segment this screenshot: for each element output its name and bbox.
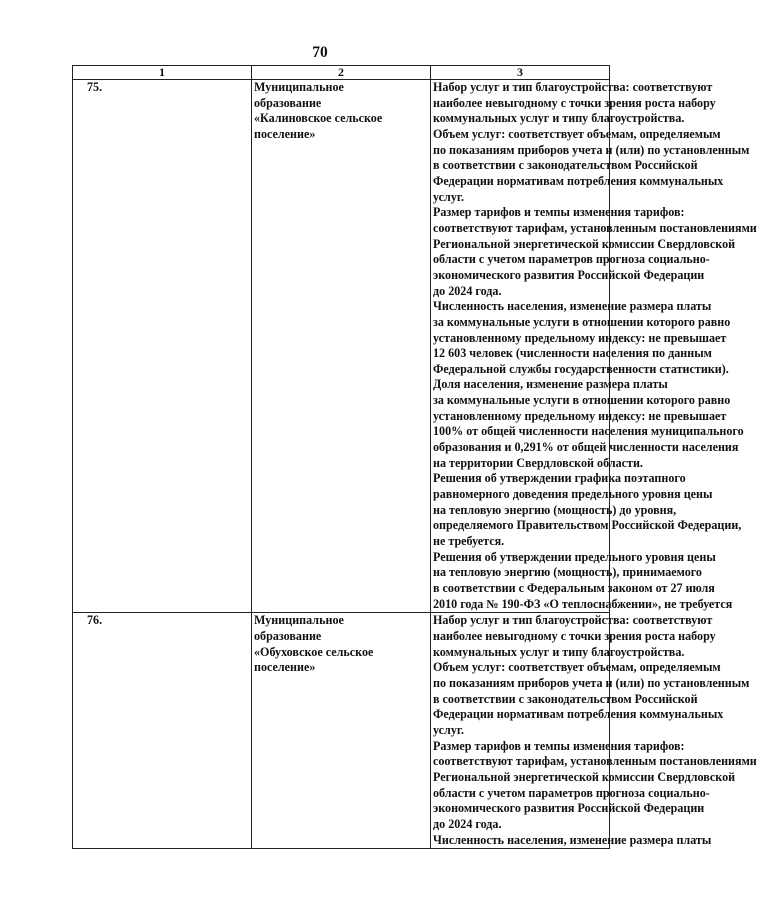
conditions-text-line: Региональной энергетической комиссии Свердловской xyxy=(433,769,736,784)
conditions-text-line: за коммунальные услуги в отношении которого равно xyxy=(433,393,731,408)
header-col-2: 2 xyxy=(252,66,431,80)
conditions-text-line: на территории Свердловской области. xyxy=(433,455,643,470)
municipality-name-line: поселение» xyxy=(254,660,316,675)
row-number: 76. xyxy=(87,613,103,628)
conditions-text-line: Решения об утверждении предельного уровня цены xyxy=(433,549,716,564)
conditions-text-line: за коммунальные услуги в отношении которого равно xyxy=(433,314,731,329)
municipality-name-line: образование xyxy=(254,628,322,643)
conditions-text-line: соответствуют тарифам, установленным постановлениями xyxy=(433,754,757,769)
conditions-text-line: наиболее невыгодному с точки зрения роста набору xyxy=(433,95,716,110)
conditions-text-line: области с учетом параметров прогноза социально- xyxy=(433,252,710,267)
conditions-text-line: коммунальных услуг и типу благоустройства. xyxy=(433,111,685,126)
conditions-text-line: Федерации нормативам потребления коммунальных xyxy=(433,707,724,722)
conditions-text-line: по показаниям приборов учета и (или) по установленным xyxy=(433,675,750,690)
municipality-name-line: поселение» xyxy=(254,126,316,141)
municipality-name-line: образование xyxy=(254,95,322,110)
row-number: 75. xyxy=(87,80,103,94)
header-col-1: 1 xyxy=(73,66,252,80)
conditions-text-line: в соответствии с законодательством Российской xyxy=(433,691,698,706)
conditions-text-line: экономического развития Российской Федерации xyxy=(433,801,705,816)
conditions-text-line: Федерации нормативам потребления коммунальных xyxy=(433,173,724,188)
conditions-text-line: услуг. xyxy=(433,722,465,737)
conditions-text-line: Численность населения, изменение размера платы xyxy=(433,299,712,314)
conditions-text-line: равномерного доведения предельного уровня цены xyxy=(433,487,713,502)
row-number-cell xyxy=(73,80,252,613)
conditions-text-line: Размер тарифов и темпы изменения тарифов: xyxy=(433,205,685,220)
row-number-cell xyxy=(73,613,252,849)
conditions-cell xyxy=(431,80,757,613)
municipality-cell xyxy=(252,613,431,849)
conditions-text-line: установленному предельному индексу: не превышает xyxy=(433,330,727,345)
municipality-cell xyxy=(252,80,431,613)
conditions-text-line: Объем услуг: соответствует объемам, определяемым xyxy=(433,660,721,675)
table-header-row xyxy=(73,66,610,80)
conditions-text-line: образования и 0,291% от общей численности населения xyxy=(433,440,739,455)
page-number: 70 xyxy=(312,44,328,61)
conditions-text-line: 100% от общей численности населения муниципального xyxy=(433,424,744,439)
municipality-name-line: Муниципальное xyxy=(254,80,344,94)
conditions-text-line: в соответствии с законодательством Российской xyxy=(433,158,698,173)
conditions-text-line: Набор услуг и тип благоустройства: соответствуют xyxy=(433,80,713,94)
conditions-text-line: услуг. xyxy=(433,189,465,204)
conditions-text-line: Региональной энергетической комиссии Свердловской xyxy=(433,236,736,251)
table-row xyxy=(73,80,610,613)
municipality-name-line: Муниципальное xyxy=(254,613,344,628)
conditions-text-line: Численность населения, изменение размера платы xyxy=(433,832,712,847)
conditions-text-line: соответствуют тарифам, установленным постановлениями xyxy=(433,220,757,235)
conditions-text-line: экономического развития Российской Федерации xyxy=(433,267,705,282)
municipality-name-line: «Калиновское сельское xyxy=(254,111,383,126)
conditions-text-line: до 2024 года. xyxy=(433,816,502,831)
conditions-text-line: Решения об утверждении графика поэтапного xyxy=(433,471,686,486)
conditions-text-line: 2010 года № 190-ФЗ «О теплоснабжении», не требуется xyxy=(433,596,733,611)
conditions-text-line: Размер тарифов и темпы изменения тарифов: xyxy=(433,738,685,753)
conditions-text-line: Набор услуг и тип благоустройства: соответствуют xyxy=(433,613,713,628)
conditions-text-line: 12 603 человек (численности населения по данным xyxy=(433,346,712,361)
conditions-text-line: не требуется. xyxy=(433,534,505,549)
tariff-table xyxy=(72,65,757,849)
header-col-3: 3 xyxy=(431,66,610,80)
conditions-cell xyxy=(431,613,757,849)
conditions-text-line: наиболее невыгодному с точки зрения роста набору xyxy=(433,628,716,643)
conditions-text-line: до 2024 года. xyxy=(433,283,502,298)
conditions-text-line: области с учетом параметров прогноза социально- xyxy=(433,785,710,800)
conditions-text-line: на тепловую энергию (мощность), принимаемого xyxy=(433,565,702,580)
conditions-text-line: определяемого Правительством Российской Федерации, xyxy=(433,518,742,533)
conditions-text-line: Доля населения, изменение размера платы xyxy=(433,377,668,392)
table-row xyxy=(73,613,610,849)
conditions-text-line: по показаниям приборов учета и (или) по установленным xyxy=(433,142,750,157)
conditions-text-line: установленному предельному индексу: не превышает xyxy=(433,408,727,423)
conditions-text-line: в соответствии с Федеральным законом от 27 июля xyxy=(433,581,715,595)
conditions-text-line: на тепловую энергию (мощность) до уровня, xyxy=(433,502,677,517)
conditions-text-line: коммунальных услуг и типу благоустройства. xyxy=(433,644,685,659)
conditions-text-line: Федеральной службы государственности статистики). xyxy=(433,361,729,376)
conditions-text-line: Объем услуг: соответствует объемам, определяемым xyxy=(433,126,721,141)
municipality-name-line: «Обуховское сельское xyxy=(254,644,374,659)
